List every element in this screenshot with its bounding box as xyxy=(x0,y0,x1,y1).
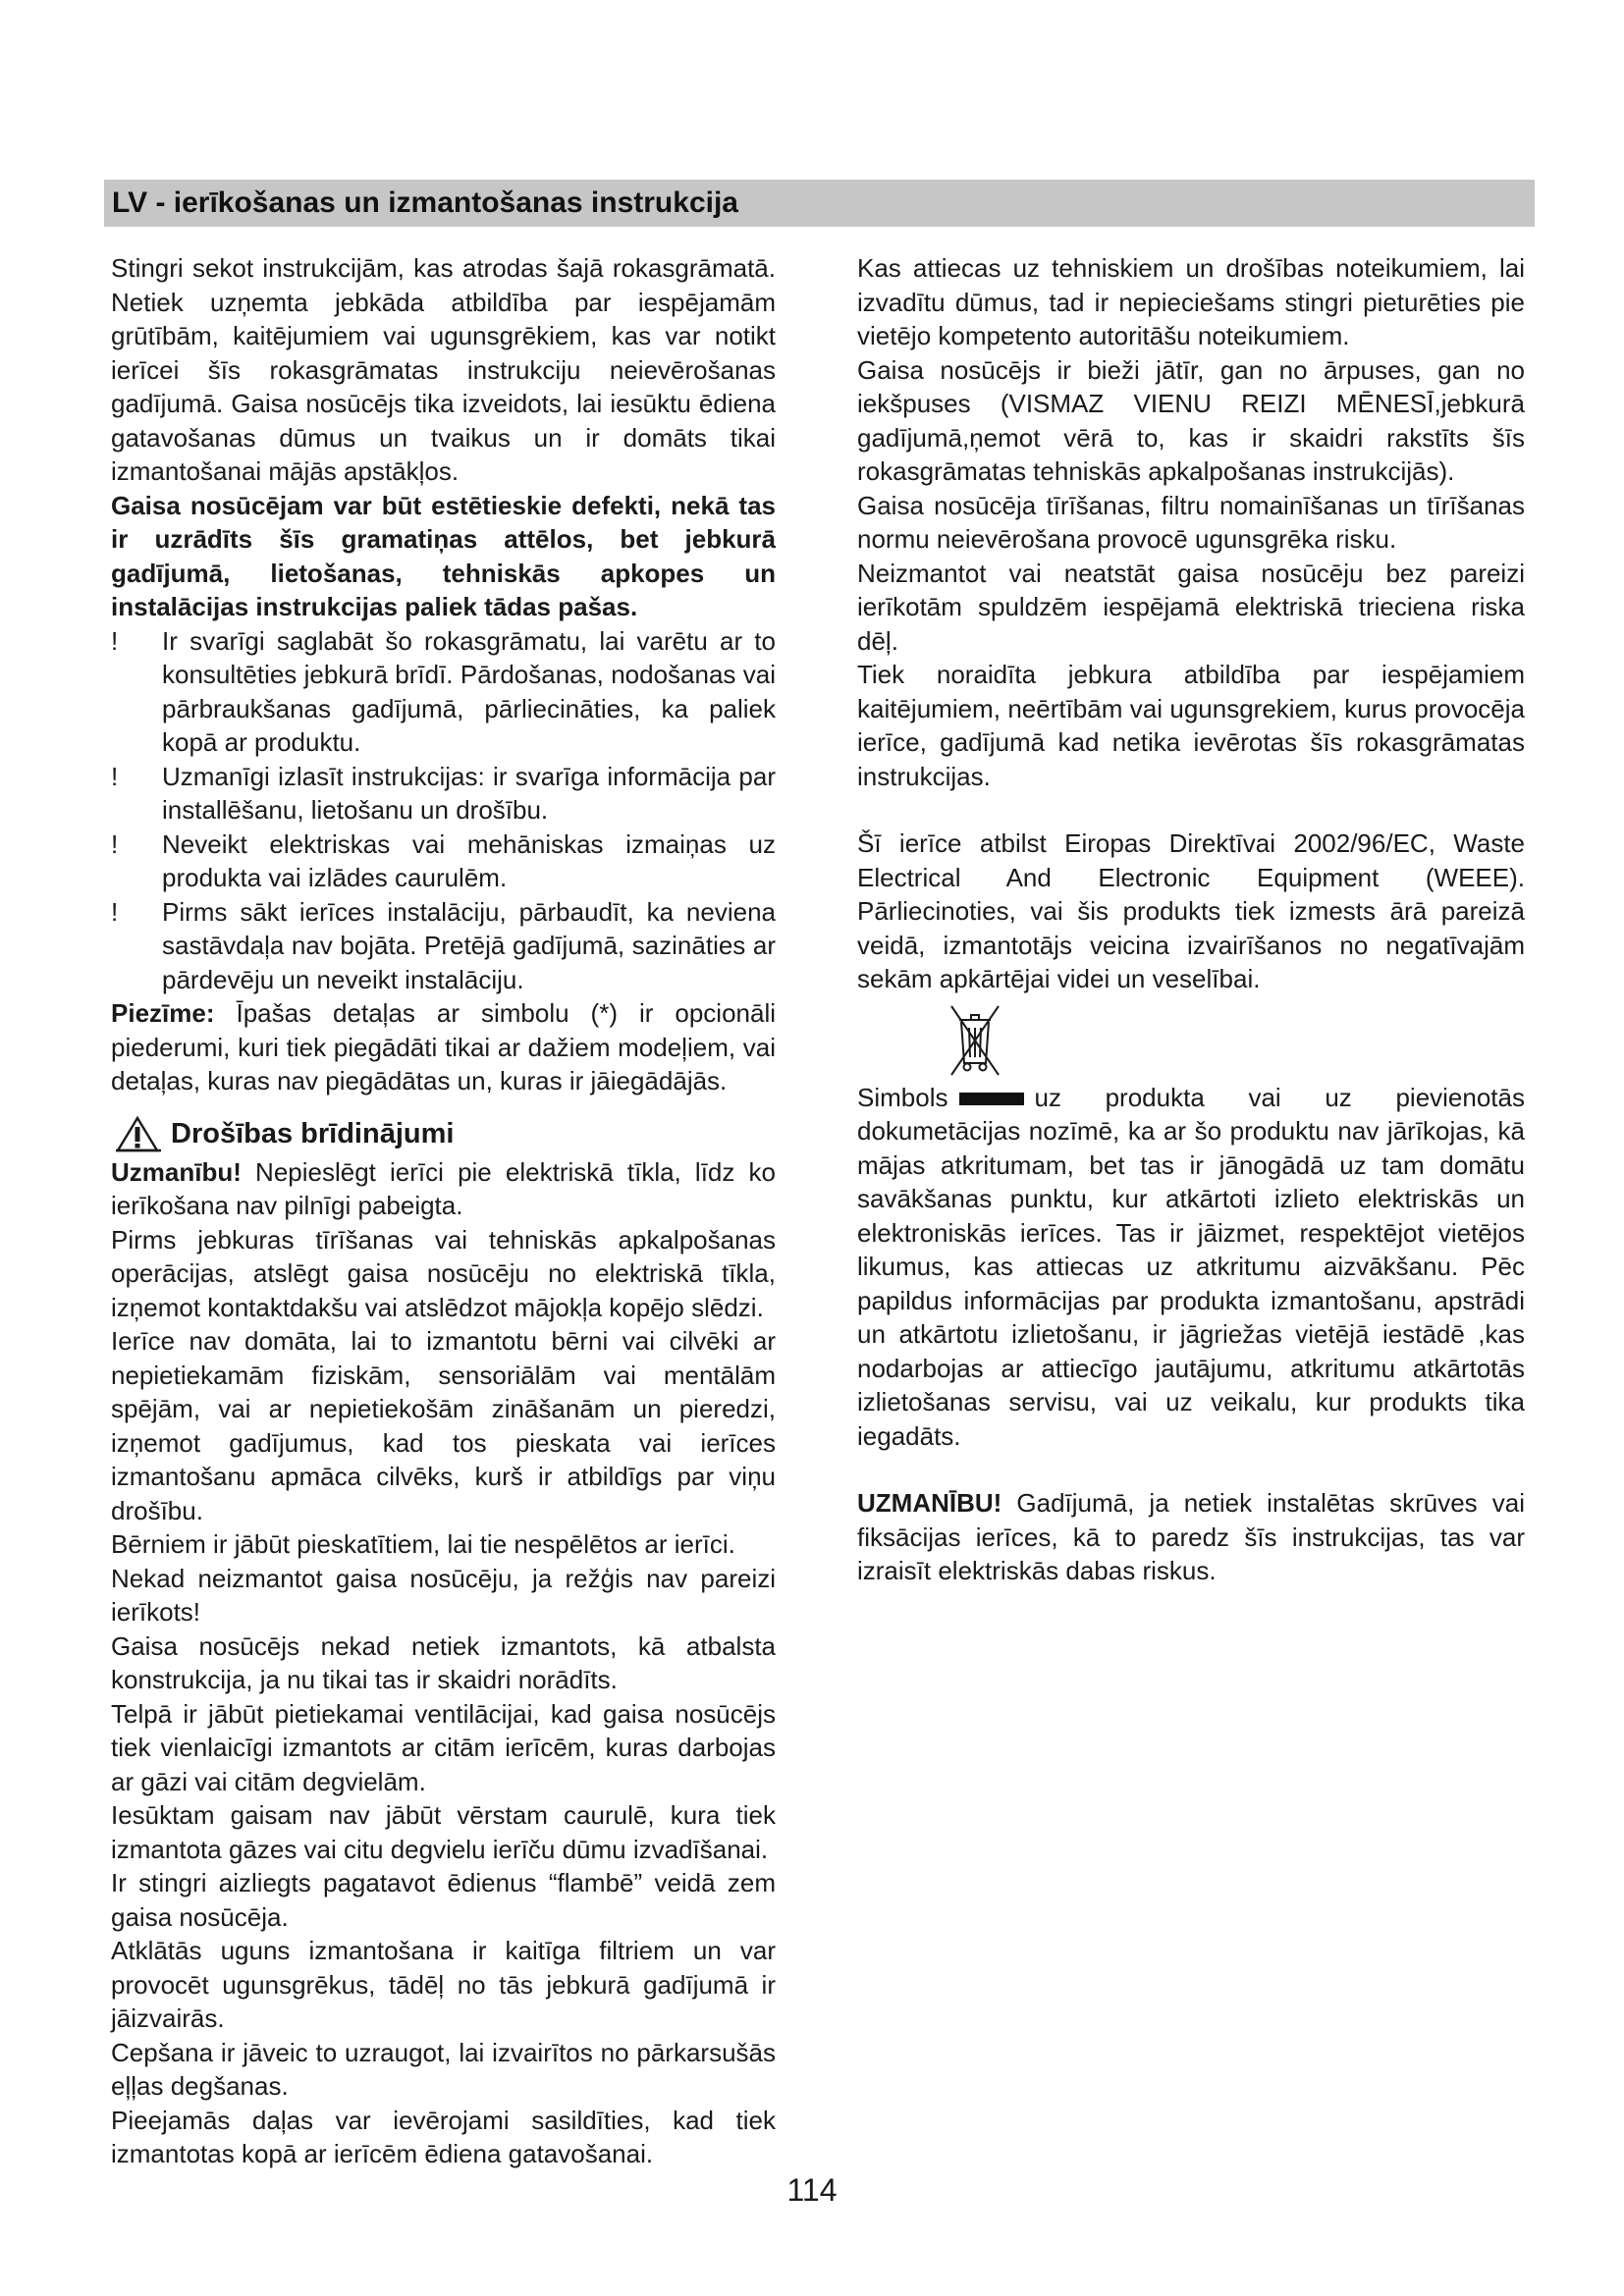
symbol-paragraph: Simbols uz produkta vai uz pievienotās dokumetācijas nozīmē, ka ar šo produktu nav jārīkojas, kā mājas atkritumam, bet tas ir jānogādā uz tam domātu savākšanas punktu, kur atkārtoti izlieto elektriskās un elektroniskās ierīces. Tas ir jāizmet, respektējot vietējos likumus, kas attiecas uz atkritumu aizvākšanu. Pēc papildus informācijas par produkta izmantošanu, apstrādi un atkārtotu izlietošanu, ir jāgriežas vietējā iestādē ,kas nodarbojas ar attiecīgo jautājumu, atkritumu atkārtotās izlietošanas servisu, vai uz veikalu, kur produkts tika iegadāts. xyxy=(857,1082,1525,1451)
safety-paragraph: Bērniem ir jābūt pieskatītiem, lai tie nespēlētos ar ierīci. xyxy=(111,1529,735,1559)
page-title: LV - ierīkošanas un izmantošanas instrukcija xyxy=(112,187,738,219)
list-item: ! Uzmanīgi izlasīt instrukcijas: ir svarīga informācija par installēšanu, lietošanu un drošību. xyxy=(111,760,776,828)
safety-paragraph: Iesūktam gaisam nav jābūt vērstam caurulē, kura tiek izmantota gāzes vai citu degvielu ierīču dūmu izvadīšanai. xyxy=(111,1800,776,1864)
list-item: ! Pirms sākt ierīces instalāciju, pārbaudīt, ka neviena sastāvdaļa nav bojāta. Pretējā gadījumā, sazināties ar pārdevēju un neveikt instalāciju. xyxy=(111,895,776,997)
symbol-label: Simbols xyxy=(857,1082,948,1112)
attention-label: Uzmanību! xyxy=(111,1156,242,1187)
safety-paragraph: Atklātās uguns izmantošana ir kaitīga filtriem un var provocēt ugunsgrēkus, tādēļ no tās jebkurā gadījumā ir jāizvairās. xyxy=(111,1936,776,2033)
rules-paragraph: Tiek noraidīta jebkura atbildība par iespējamiem kaitējumiem, neērtībām vai ugunsgrekiem, kurus provocēja ierīce, gadījumā kad netika ievērotas šīs rokasgrāmatas instrukcijas. xyxy=(857,660,1525,791)
left-column xyxy=(111,251,776,2171)
safety-paragraph: Ir stingri aizliegts pagatavot ēdienus “flambē” veidā zem gaisa nosūcēja. xyxy=(111,1868,776,1932)
safety-paragraph: Nekad neizmantot gaisa nosūcēju, ja režģis nav pareizi ierīkots! xyxy=(111,1563,776,1627)
warning-label: UZMANĪBU! xyxy=(857,1488,1002,1518)
safety-paragraph: Ierīce nav domāta, lai to izmantotu bērni vai cilvēki ar nepietiekamām fiziskām, sensoriālām vai mentālām spējām, vai ar nepietiekošām zināšanām un pieredzi, izņemot gadījumus, kad tos pieskata vai ierīces izmantošanu apmāca cilvēks, kurš ir atbildīgs par viņu drošību. xyxy=(111,1326,776,1525)
page-number: 114 xyxy=(786,2172,838,2208)
rules-paragraph: Neizmantot vai neatstāt gaisa nosūcēju bez pareizi ierīkotām spuldzēm iespējamā elektriskā trieciena riska dēļ. xyxy=(857,558,1525,656)
note-label: Piezīme: xyxy=(111,998,215,1028)
weee-symbol-wrap xyxy=(857,996,1525,1081)
right-column xyxy=(857,251,1525,1588)
exclamation-bullet: ! xyxy=(111,828,119,859)
safety-title: Drošības brīdinājumi xyxy=(171,1117,455,1149)
warning-paragraph: UZMANĪBU! Gadījumā, ja netiek instalētas skrūves vai fiksācijas ierīces, kā to paredz šīs instrukcijas, tas var izraisīt elektriskās dabas riskus. xyxy=(857,1488,1525,1585)
warning-triangle-icon xyxy=(114,1114,161,1153)
rules-paragraph: Kas attiecas uz tehniskiem un drošības noteikumiem, lai izvadītu dūmus, tad ir nepieciešams stingri pieturēties pie vietējo kompetento autoritāšu noteikumiem. xyxy=(857,253,1525,350)
exclamation-bullet: ! xyxy=(111,896,119,927)
safety-paragraph: Telpā ir jābūt pietiekamai ventilācijai, kad gaisa nosūcējs tiek vienlaicīgi izmantots ar citām ierīcēm, kuras darbojas ar gāzi vai citām degvielām. xyxy=(111,1698,776,1796)
note-paragraph: Piezīme: Īpašas detaļas ar simbolu (*) ir opcionāli piederumi, kuri tiek piegādāti tikai ar dažiem modeļiem, vai detaļas, kuras nav piegādātas un, kuras ir jāiegādājās. xyxy=(111,998,776,1095)
safety-paragraph: Pirms jebkuras tīrīšanas vai tehniskās apkalpošanas operācijas, atslēgt gaisa nosūcēju no elektriskā tīkla, izņemot kontaktdakšu vai atslēdzot mājokļa kopējo slēdzi. xyxy=(111,1224,776,1322)
safety-paragraph: Pieejamās daļas var ievērojami sasildīties, kad tiek izmantotas kopā ar ierīcēm ēdiena gatavošanai. xyxy=(111,2105,776,2168)
weee-paragraph: Šī ierīce atbilst Eiropas Direktīvai 2002/96/EC, Waste Electrical And Electronic Equipment (WEEE). Pārliecinoties, vai šis produkts tiek izmests ārā pareizā veidā, izmantotājs veicina izvairīšanos no negatīvajām sekām apkārtējai videi un veselībai. xyxy=(857,828,1525,993)
list-item: ! Ir svarīgi saglabāt šo rokasgrāmatu, lai varētu ar to konsultēties jebkurā brīdī. Pārdošanas, nodošanas vai pārbraukšanas gadījumā, pārliecināties, ka paliek kopā ar produktu. xyxy=(111,624,776,760)
safety-paragraph: Cepšana ir jāveic to uzraugot, lai izvairītos no pārkarsušās eļļas degšanas. xyxy=(111,2037,776,2101)
black-bar-symbol xyxy=(959,1093,1024,1105)
rules-paragraph: Gaisa nosūcējs ir bieži jātīr, gan no ārpuses, gan no iekšpuses (VISMAZ VIENU REIZI MĒNESĪ,jebkurā gadījumā,ņemot vērā to, kas ir skaidri rakstīts šīs rokasgrāmatas tehniskās apkalpošanas instrukcijās). xyxy=(857,354,1525,486)
intro-paragraph: Stingri sekot instrukcijām, kas atrodas šajā rokasgrāmatā. Netiek uzņemta jebkāda atbildība par iespējamām grūtībām, kaitējumiem vai ugunsgrēkiem, kas var notikt ierīcei šīs rokasgrāmatas instrukciju neievērošanas gadījumā. Gaisa nosūcējs tika izveidots, lai iesūktu ēdiena gatavošanas dūmus un tvaikus un ir domāts tikai izmantošanai mājās apstākļos. xyxy=(111,253,776,486)
list-item: ! Neveikt elektriskas vai mehāniskas izmaiņas uz produkta vai izlādes caurulēm. xyxy=(111,828,776,895)
exclamation-bullet: ! xyxy=(111,761,119,791)
intro-bold-paragraph: Gaisa nosūcējam var būt estētieskie defekti, nekā tas ir uzrādīts šīs gramatiņas attēlos, bet jebkurā gadījumā, lietošanas, tehniskās apkopes un instalācijas instrukcijas paliek tādas pašas. xyxy=(111,490,776,621)
rules-paragraph: Gaisa nosūcēja tīrīšanas, filtru nomainīšanas un tīrīšanas normu neievērošana provocē ugunsgrēka risku. xyxy=(857,490,1525,554)
exclamation-bullet: ! xyxy=(111,625,119,656)
attention-paragraph: Uzmanību! Nepieslēgt ierīci pie elektriskā tīkla, līdz ko ierīkošana nav pilnīgi pabeigta. xyxy=(111,1156,776,1220)
safety-heading xyxy=(111,1114,776,1153)
crossed-bin-icon xyxy=(946,998,1004,1081)
section-header-bar xyxy=(104,180,1535,227)
safety-paragraph: Gaisa nosūcējs nekad netiek izmantots, kā atbalsta konstrukcija, ja nu tikai tas ir skaidri norādīts. xyxy=(111,1630,776,1694)
